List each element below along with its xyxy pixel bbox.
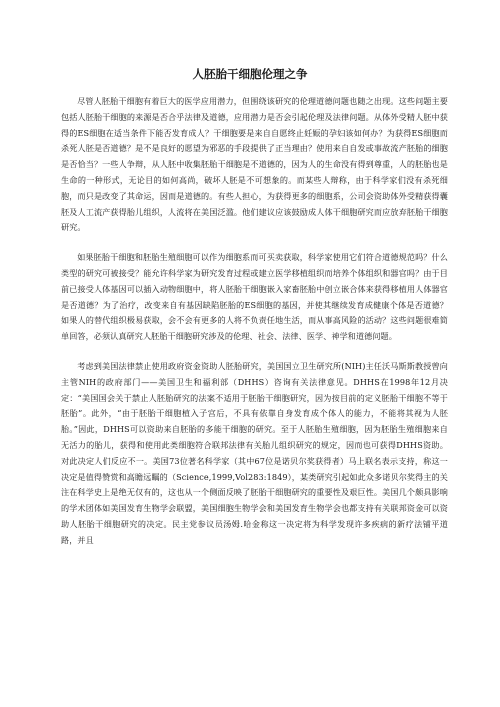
paragraph-1: 尽管人胚胎干细胞有着巨大的医学应用潜力，但围绕该研究的伦理道德问题也随之出现。这些问题主要包括人胚胎干细胞的来源是否合乎法律及道德，应用潜力是否会引起伦理及法律问题。从体外受精人胚中获得的ES细胞在适当条件下能否发育成人？干细胞要是来自自愿终止妊娠的孕妇该如何办？为获得ES细胞而杀死人胚是否道德？是不是良好的愿望为邪恶的手段提供了正当理由？使用来自自发或事故流产胚胎的细胞是否恰当？一些人争辩，从人胚中收集胚胎干细胞是不道德的，因为人的生命没有得到尊重，人的胚胎也是生命的一种形式，无论目的如何高尚，破坏人胚是不可想象的。而某些人辩称，由于科学家们没有杀死细胞，而只是改变了其命运，因而是道德的。有些人担心，为获得更多的细胞系，公司会资助体外受精获得囊胚及人工流产获得胎儿组织，人流将在美国泛滥。他们建议应该鼓励成人体干细胞研究而应放弃胚胎干细胞研究。: [61, 96, 448, 233]
paragraph-3: 考虑到美国法律禁止使用政府资金资助人胚胎研究，美国国立卫生研究所(NIH)主任沃马斯斯教授曾向主管NIH的政府部门——美国卫生和福利部（DHHS）咨询有关法律意见。DHHS在1998年12月决定：“美国国会关于禁止人胚胎研究的法案不适用于胚胎干细胞研究，因为按目前的定义胚胎干细胞不等于胚胎”。此外，“由于胚胎干细胞植入子宫后，不具有依靠自身发育成个体人的能力，不能将其视为人胚胎。”因此，DHHS可以资助来自胚胎的多能干细胞的研究。至于人胚胎生殖细胞，因为胚胎生殖细胞来自无活力的胎儿，获得和使用此类细胞符合联邦法律有关胎儿组织研究的规定，因而也可获得DHHS资助。对此决定人们反应不一。美国73位著名科学家（其中67位是诺贝尔奖获得者）马上联名表示支持，称这一决定是值得赞赏和高瞻远瞩的（Science,1999,Vol283:1849），某类研究引起如此众多诺贝尔奖得主的关注在科学史上是绝无仅有的，这也从一个侧面反映了胚胎干细胞研究的重要性及艰巨性。美国几个颇具影响的学术团体如美国发育生物学会联盟，美国细胞生物学会和美国发育生物学会也都支持有关联邦资金可以资助人胚胎干细胞研究的决定。民主党参议员汤姆.哈金称这一决定将为科学发现许多疾病的新疗法铺平道路，并且: [61, 360, 448, 545]
document-title: 人胚胎干细胞伦理之争: [192, 67, 308, 81]
paragraph-2: 如果胚胎干细胞和胚胎生殖细胞可以作为细胞系而可买卖获取，科学家使用它们符合道德规范吗？什么类型的研究可被接受？能允许科学家为研究发育过程或建立医学移植组织而培养个体组织和器官吗？由于目前已接受人体基因可以插入动物细胞中，将人胚胎干细胞嵌入家畜胚胎中创立嵌合体来获得移植用人体器官是否道德？为了治疗，改变来自有基因缺陷胚胎的ES细胞的基因，并使其继续发育成健康个体是否道德？如果人的替代组织极易获取，会不会有更多的人将不负责任地生活，而从事高风险的活动？这些问题很难简单回答，必须认真研究人胚胎干细胞研究涉及的伦理、社会、法律、医学、神学和道德问题。: [61, 252, 448, 342]
document-body: [61, 94, 448, 549]
